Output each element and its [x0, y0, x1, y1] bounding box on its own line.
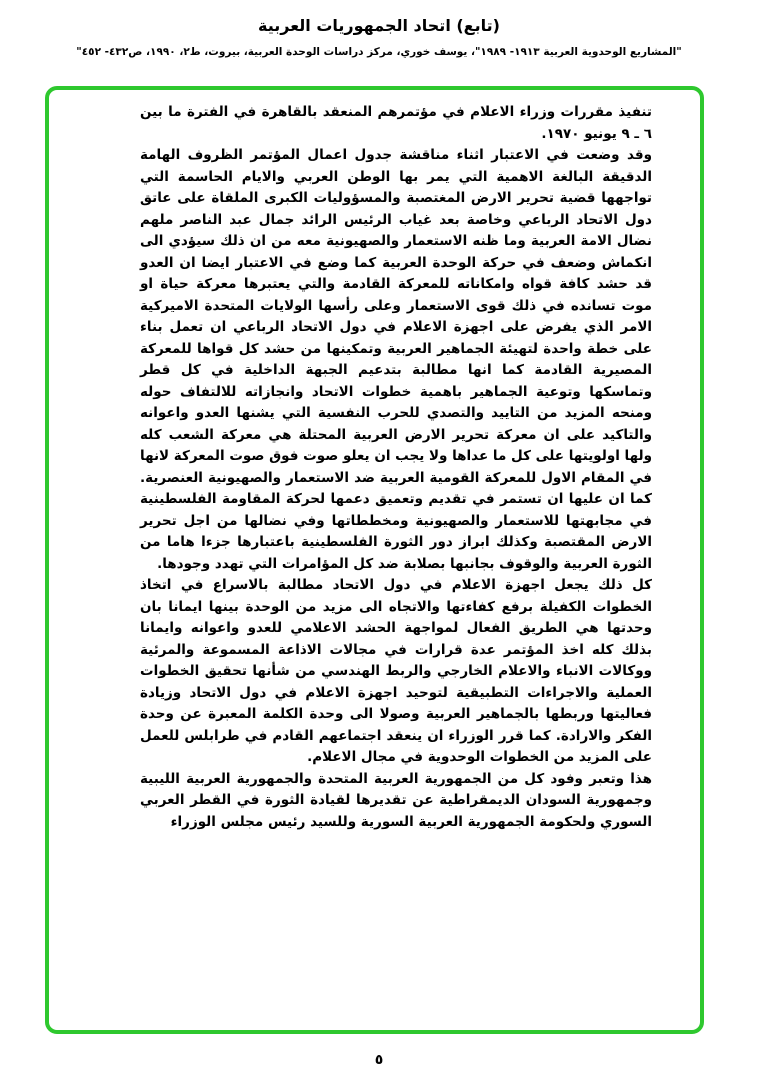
body-text — [140, 102, 652, 833]
paragraph: وقد وضعت في الاعتبار اثناء مناقشة جدول اعمال المؤتمر الظروف الهامة الدقيقة البالغة الاهمية التي يمر بها الوطن العربي والايام الحاسمة التي تواجهها قضية تحرير الارض المغتصبة والمسؤوليات الكبرى الملقاة على عاتق دول الاتحاد الرباعي وخاصة بعد غياب الرئيس الرائد جمال عبد الناصر ملهم نضال الامة العربية وما ظنه الاستعمار والصهيونية معه من ان ذلك سيؤدي الى انكماش وضعف في حركة الوحدة العربية كما وضع في الاعتبار ايضا ان العدو قد حشد كافة قواه وامكاناته للمعركة القادمة والتي يعتبرها معركة حياة او موت تسانده في ذلك قوى الاستعمار وعلى رأسها الولايات المتحدة الاميركية الامر الذي يفرض على اجهزة الاعلام في دول الاتحاد الرباعي ان تعمل بناء على خطة واحدة لتهيئة الجماهير العربية وتمكينها من حشد كل قواها للمعركة المصيرية القادمة كما انها مطالبة بتدعيم الجبهة الداخلية في كل قطر وتماسكها وتوعية الجماهير باهمية خطوات الاتحاد وانجازاته للالتفاف حوله ومنحه المزيد من التاييد والتصدي للحرب النفسية التي يشنها العدو واعوانه والتاكيد على ان معركة تحرير الارض العربية المحتلة هي معركة الشعب كله ولها اولويتها على كل ما عداها ولا يجب ان يعلو صوت فوق صوت المعركة لانها في المقام الاول للمعركة القومية العربية ضد الاستعمار والصهيونية العنصرية. كما ان عليها ان تستمر في تقديم وتعميق دعمها لحركة المقاومة الفلسطينية في مجابهتها للاستعمار والصهيونية ومخططاتها وفي نضالها من اجل تحرير الارض المقتصبة وكذلك ابراز دور الثورة الفلسطينية باعتبارها جزءا هاما من الثورة العربية والوقوف بجانبها بصلابة ضد كل المؤامرات التي تهدد وجودها. — [140, 147, 652, 572]
page-title: (تابع) اتحاد الجمهوريات العربية — [258, 16, 500, 35]
source-citation: "المشاريع الوحدوية العربية ١٩١٣- ١٩٨٩"، يوسف خوري، مركز دراسات الوحدة العربية، بيروت، ط٢، ١٩٩٠، ص٤٣٢- ٤٥٢" — [76, 46, 682, 58]
paragraph: كل ذلك يجعل اجهزة الاعلام في دول الاتحاد مطالبة بالاسراع في اتخاذ الخطوات الكفيلة برفع كفاءتها والاتجاه الى مزيد من الوحدة بينها ايمانا بان وحدتها هي الطريق الفعال لمواجهة الحشد الاعلامي للعدو واعوانه وايمانا بذلك كله اخذ المؤتمر عدة قرارات في مجالات الاذاعة المسموعة والمرئية ووكالات الانباء والاعلام الخارجي والربط الهندسي من شأنها تحقيق الخطوات العملية والاجراءات التطبيقية لتوحيد اجهزة الاعلام في دول الاتحاد وزيادة فعاليتها وربطها بالجماهير العربية وصولا الى وحدة الكلمة المعبرة عن وحدة الفكر والارادة. كما قرر الوزراء ان ينعقد اجتماعهم القادم في طرابلس للعمل على المزيد من الخطوات الوحدوية في مجال الاعلام. — [140, 577, 652, 765]
page-number: ٥ — [374, 1052, 384, 1068]
paragraph: هذا وتعبر وفود كل من الجمهورية العربية المتحدة والجمهورية العربية الليبية وجمهورية السودان الديمقراطية عن تقديرها لقيادة الثورة في القطر العربي السوري ولحكومة الجمهورية العربية السورية وللسيد رئيس مجلس الوزراء — [140, 770, 652, 830]
text-frame — [45, 86, 704, 1034]
paragraph: تنفيذ مقررات وزراء الاعلام في مؤتمرهم المنعقد بالقاهرة في الفترة ما بين ٦ ـ ٩ يونيو ١٩٧٠. — [140, 104, 652, 142]
